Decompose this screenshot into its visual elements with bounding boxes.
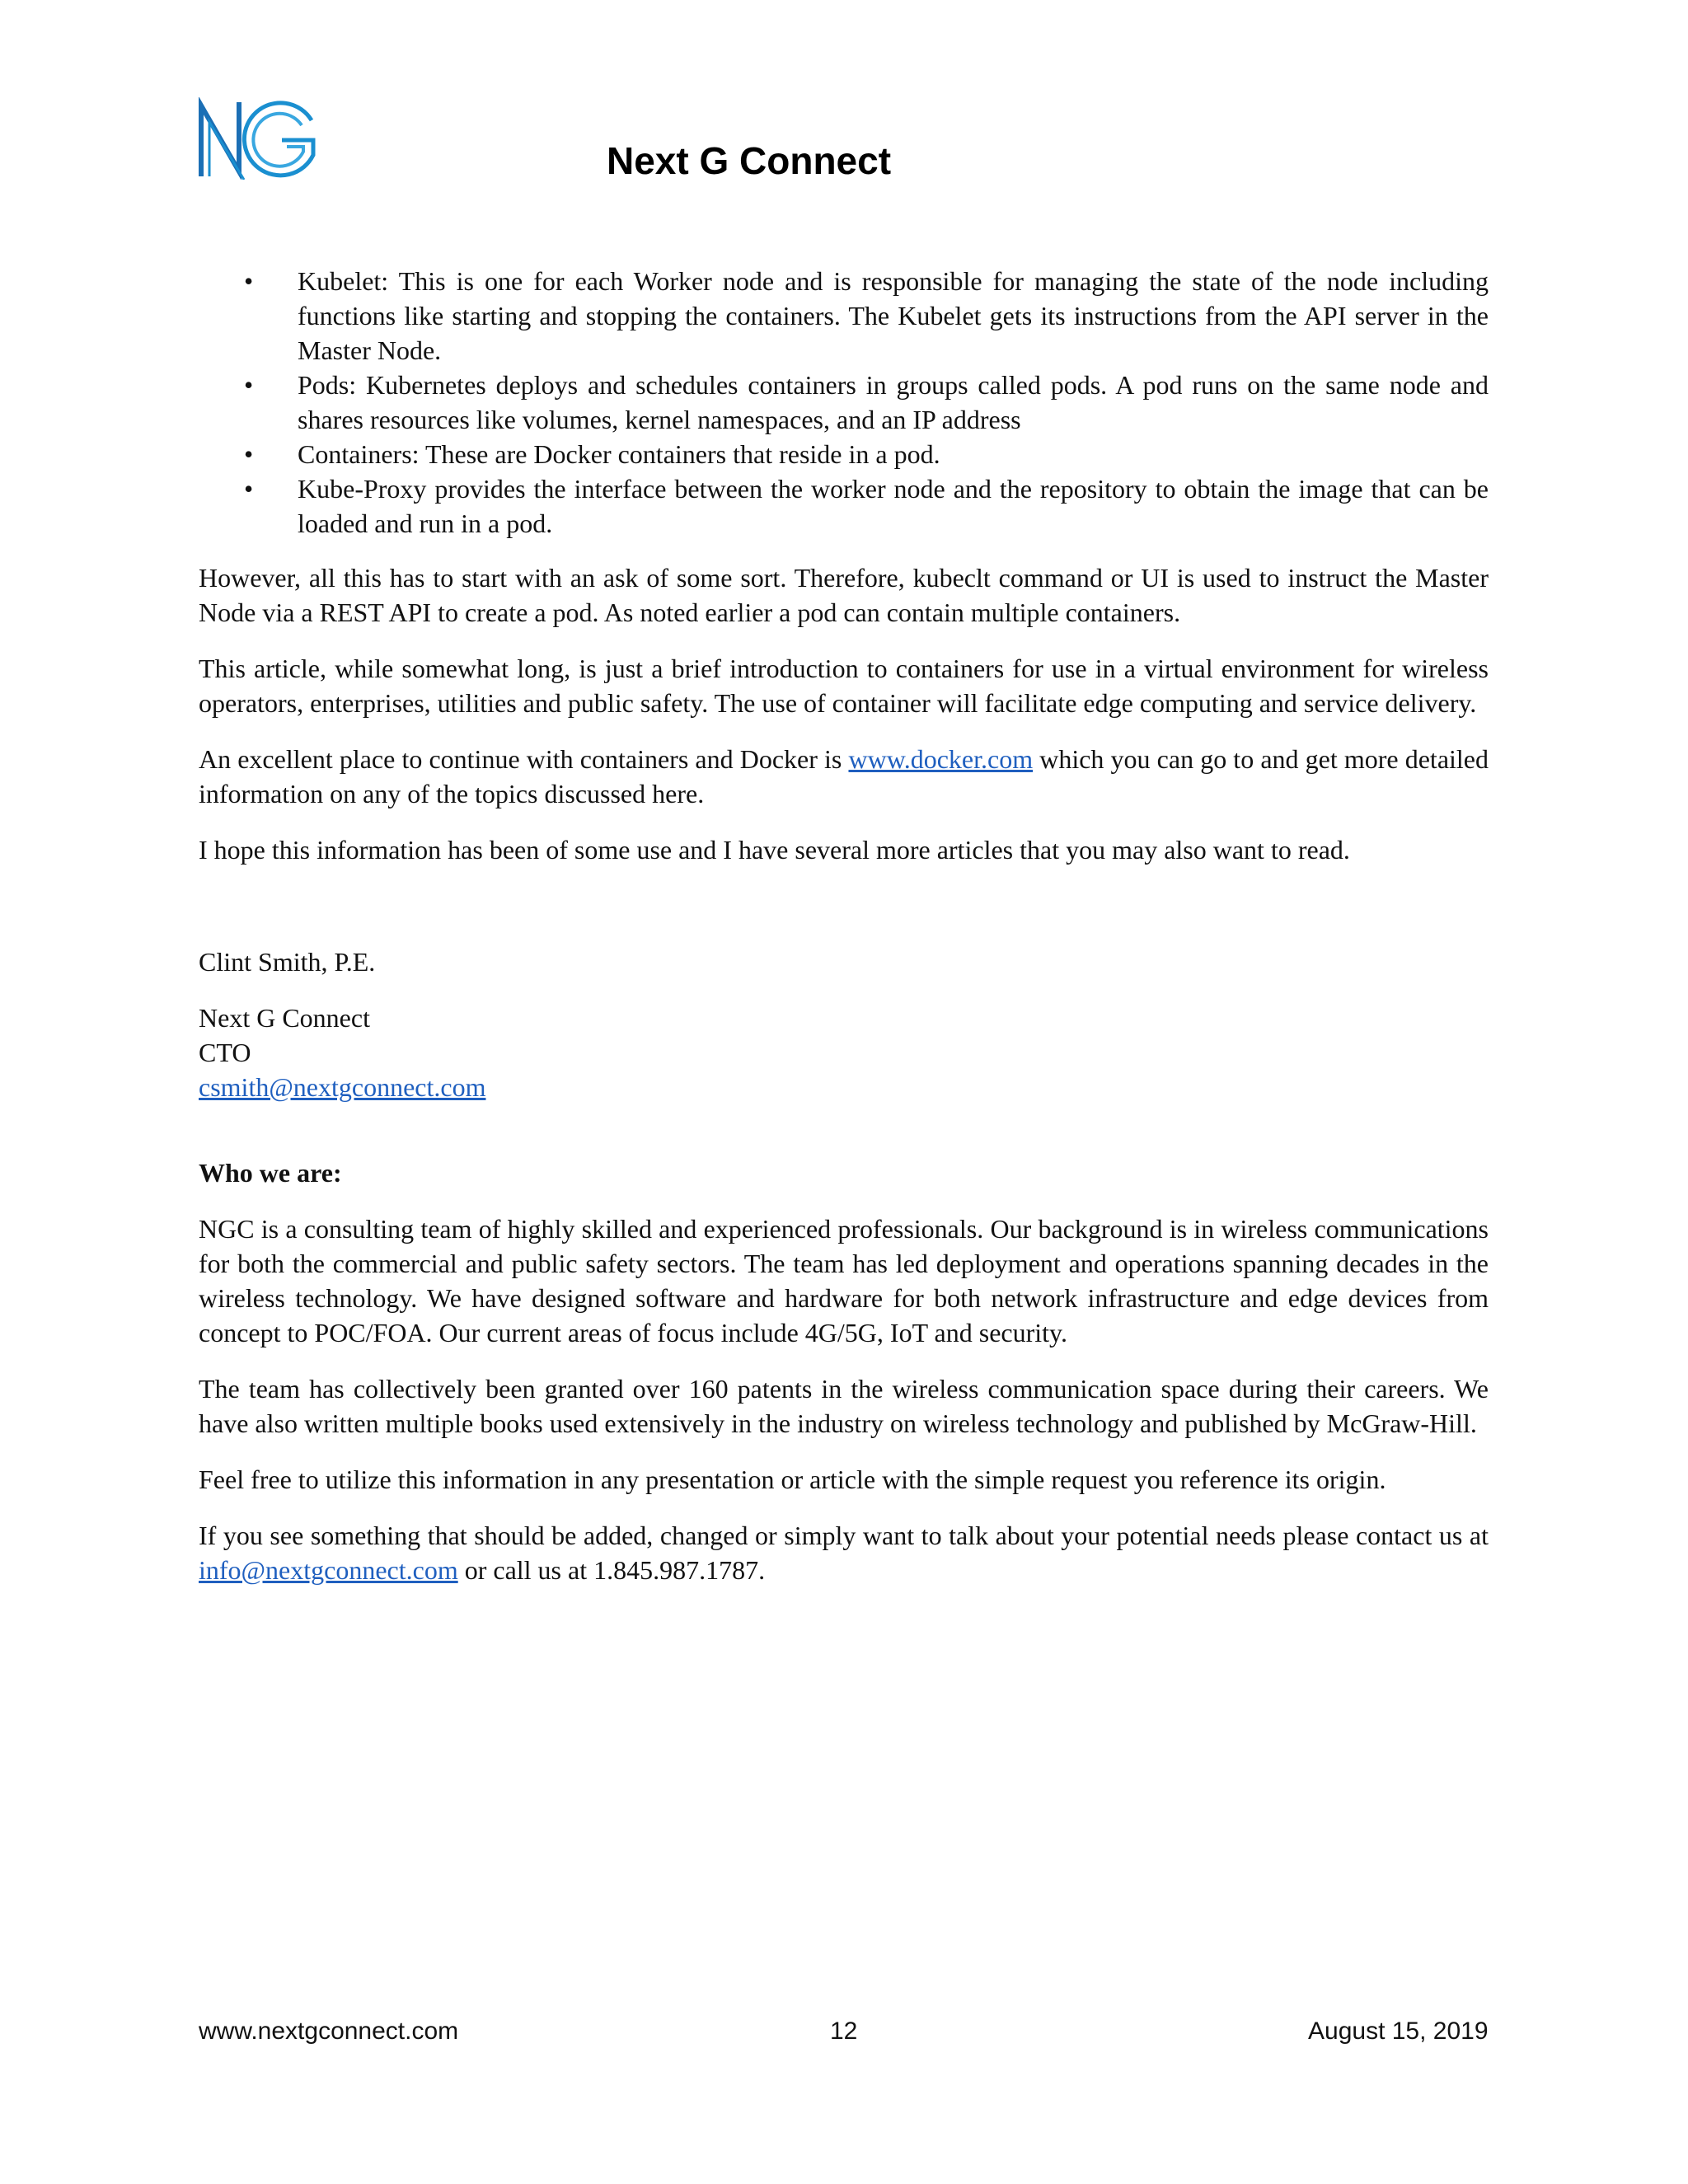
footer-date: August 15, 2019 — [1308, 2018, 1489, 2045]
signature-role: CTO — [199, 1038, 251, 1067]
spacer — [199, 888, 1489, 944]
bullet-marker: • — [244, 439, 254, 469]
list-item — [199, 264, 1489, 368]
list-item-text: Kube-Proxy provides the interface between the worker node and the repository to obtain the image that can be loaded and run in a pod. — [298, 474, 1489, 538]
bullet-marker: • — [244, 370, 254, 400]
paragraph-docker-link — [199, 742, 1489, 811]
ngc-logo — [196, 97, 321, 180]
author-email-link[interactable]: csmith@nextgconnect.com — [199, 1072, 486, 1102]
footer-page-number: 12 — [830, 2018, 858, 2045]
paragraph-closing: I hope this information has been of some use and I have several more articles that you may also want to read. — [199, 835, 1350, 865]
paragraph-who-usage: Feel free to utilize this information in any presentation or article with the simple request you reference its origin. — [199, 1465, 1386, 1494]
list-item — [199, 368, 1489, 437]
paragraph-who-background: NGC is a consulting team of highly skilled and experienced professionals. Our background is in wireless communications for both the commercial and public safety sectors. The team has led deployment and operations spanning decades in the wireless technology. We have designed software and hardware for both network infrastructure and edge devices from concept to POC/FOA. Our current areas of focus include 4G/5G, IoT and security. — [199, 1214, 1489, 1347]
docker-link[interactable]: www.docker.com — [848, 744, 1034, 774]
list-item-text: Containers: These are Docker containers that reside in a pod. — [298, 439, 940, 469]
footer-website: www.nextgconnect.com — [199, 2018, 459, 2045]
paragraph-who-patents: The team has collectively been granted over 160 patents in the wireless communication space during their careers. We have also written multiple books used extensively in the industry on wireless technology and published by McGraw-Hill. — [199, 1374, 1489, 1438]
info-email-link[interactable]: info@nextgconnect.com — [199, 1555, 458, 1585]
signature-name: Clint Smith, P.E. — [199, 947, 376, 977]
signature-block — [199, 1001, 1489, 1104]
bullet-marker: • — [244, 266, 254, 296]
paragraph-who-contact — [199, 1518, 1489, 1587]
list-item-text: Pods: Kubernetes deploys and schedules containers in groups called pods. A pod runs on the same node and shares resources like volumes, kernel namespaces, and an IP address — [298, 370, 1489, 434]
ngc-logo-icon — [196, 97, 321, 180]
who-we-are-heading: Who we are: — [199, 1158, 342, 1188]
list-item — [199, 437, 1489, 471]
signature-company: Next G Connect — [199, 1003, 370, 1033]
bullet-marker: • — [244, 474, 254, 504]
paragraph-kubectl: However, all this has to start with an ask of some sort. Therefore, kubeclt command or UI is used to instruct the Master Node via a REST API to create a pod. As noted earlier a pod can contain multiple containers. — [199, 563, 1489, 627]
paragraph-text: An excellent place to continue with containers and Docker is — [199, 744, 849, 774]
paragraph-text: or call us at 1.845.987.1787. — [457, 1555, 766, 1585]
document-body — [199, 264, 1489, 1609]
paragraph-text: which you can go to and get more detailed information on any of the topics discussed here. — [199, 744, 1489, 808]
paragraph-article-intro: This article, while somewhat long, is just a brief introduction to containers for use in a virtual environment for wireless operators, enterprises, utilities and public safety. The use of container will facilitate edge computing and service delivery. — [199, 654, 1489, 718]
component-bullet-list — [199, 264, 1489, 541]
brand-title: Next G Connect — [607, 139, 892, 182]
paragraph-text: If you see something that should be added, changed or simply want to talk about your potential needs please contact us at — [199, 1521, 1489, 1550]
list-item — [199, 471, 1489, 541]
list-item-text: Kubelet: This is one for each Worker node and is responsible for managing the state of the node including functions like starting and stopping the containers. The Kubelet gets its instructions from the API server in the Master Node. — [298, 266, 1489, 365]
